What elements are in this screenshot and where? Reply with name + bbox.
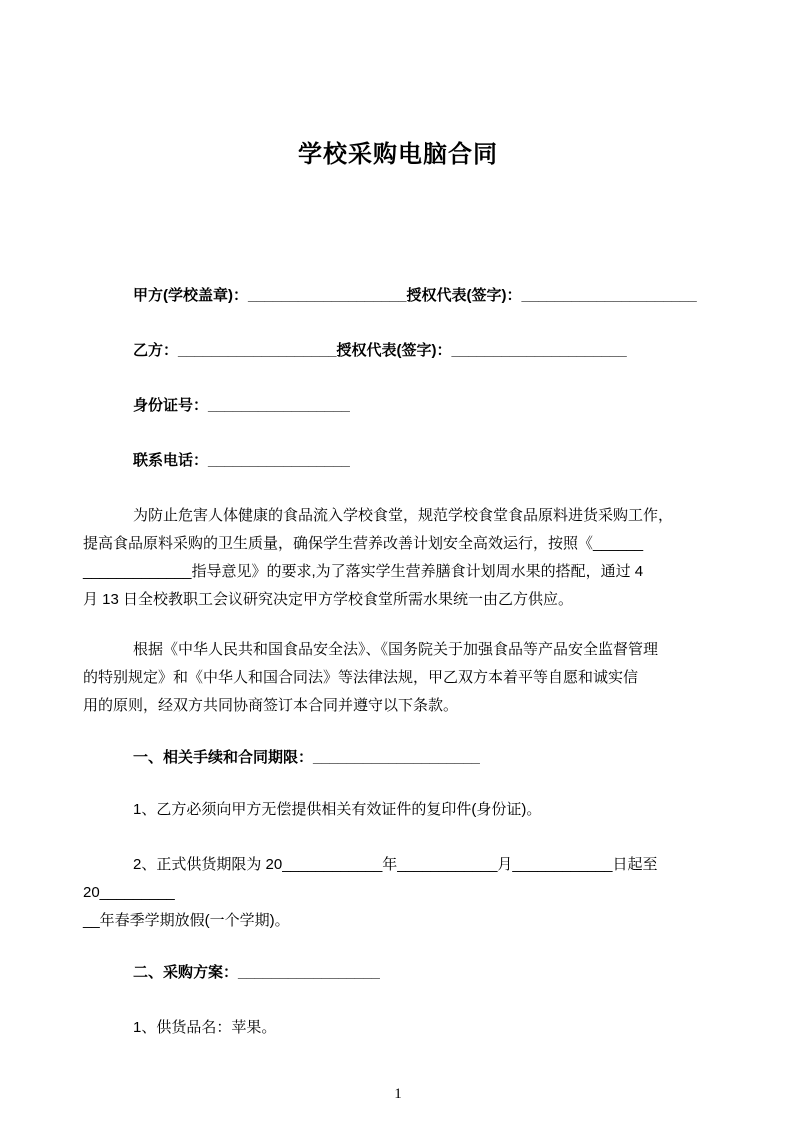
legal-basis-line: 根据《中华人民共和国食品安全法》、《国务院关于加强食品等产品安全监督管理 bbox=[133, 641, 659, 658]
clause-1-item-2-line: __年春季学期放假(一个学期)。 bbox=[83, 912, 290, 929]
page-number: 1 bbox=[394, 1086, 402, 1102]
clause-1-heading: 一、相关手续和合同期限：____________________ bbox=[133, 749, 480, 766]
party-a-line: 甲方(学校盖章)：___________________授权代表(签字)：_____________________ bbox=[133, 287, 697, 304]
preamble-paragraph bbox=[83, 502, 713, 614]
id-number-line: 身份证号：_________________ bbox=[133, 397, 350, 414]
clause-2-heading: 二、采购方案：_________________ bbox=[133, 964, 380, 981]
preamble-line: _____________指导意见》的要求,为了落实学生营养膳食计划周水果的搭配，通过 4 bbox=[83, 563, 644, 580]
clause-1-item-2-line: 2、正式供货期限为 20____________年____________月____________日起至 20_________ bbox=[83, 856, 662, 901]
contact-phone-line: 联系电话：_________________ bbox=[133, 452, 350, 469]
clause-1-item-1: 1、乙方必须向甲方无偿提供相关有效证件的复印件(身份证)。 bbox=[133, 801, 542, 818]
clause-1-item-2 bbox=[83, 851, 713, 935]
legal-basis-paragraph bbox=[83, 636, 713, 720]
document-title: 学校采购电脑合同 bbox=[298, 141, 498, 168]
party-b-line: 乙方：___________________授权代表(签字)：_____________________ bbox=[133, 342, 627, 359]
preamble-line: 月 13 日全校教职工会议研究决定甲方学校食堂所需水果统一由乙方供应。 bbox=[83, 591, 574, 608]
preamble-line: 为防止危害人体健康的食品流入学校食堂，规范学校食堂食品原料进货采购工作， bbox=[133, 507, 674, 524]
legal-basis-line: 的特别规定》和《中华人和国合同法》等法律法规，甲乙双方本着平等自愿和诚实信 bbox=[83, 669, 639, 686]
preamble-line: 提高食品原料采购的卫生质量，确保学生营养改善计划安全高效运行，按照《______ bbox=[83, 535, 644, 552]
clause-2-item-1: 1、供货品名：苹果。 bbox=[133, 1019, 277, 1036]
legal-basis-line: 用的原则，经双方共同协商签订本合同并遵守以下条款。 bbox=[83, 697, 459, 714]
